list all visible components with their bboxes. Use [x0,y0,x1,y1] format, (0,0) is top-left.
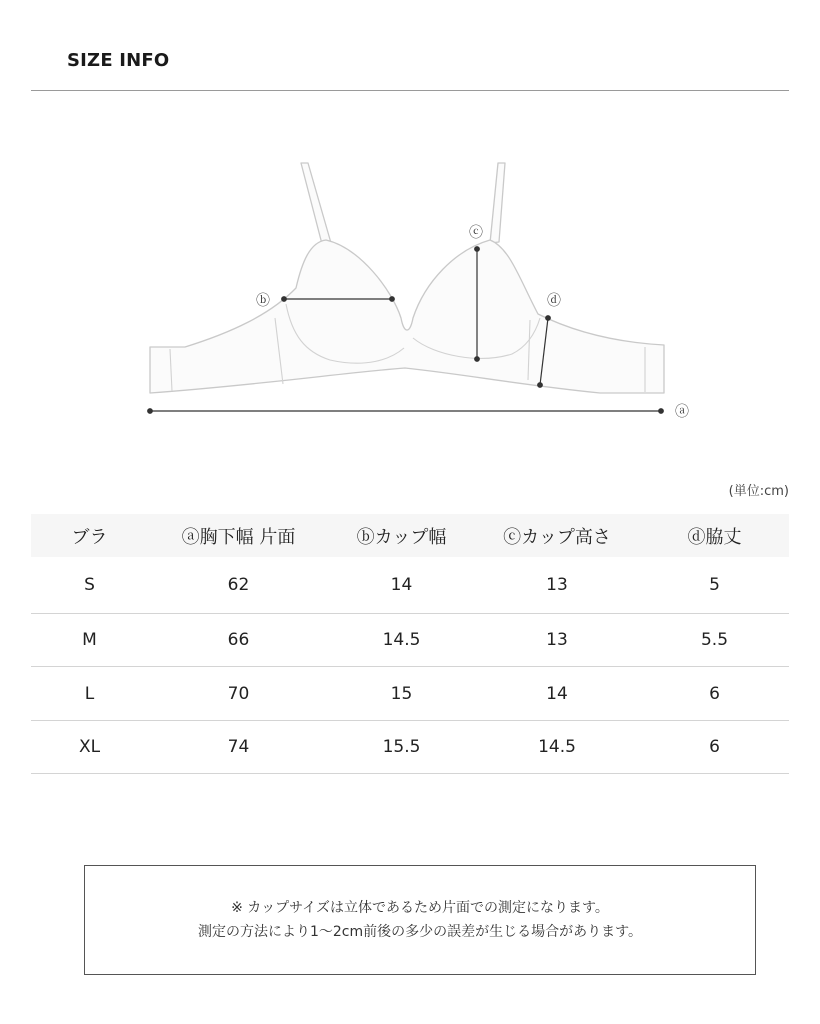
cell-size: XL [31,721,148,774]
cell-side-height: 5.5 [640,614,789,667]
table-row [31,721,789,774]
cell-cup-width: 14.5 [329,614,474,667]
measurement-note-box [84,865,756,975]
measure-point [538,383,543,388]
measure-point [546,316,551,321]
unit-note: (単位:cm) [728,484,789,499]
cell-size: L [31,667,148,721]
cell-cup-width: 15.5 [329,721,474,774]
cell-side-height: 6 [640,667,789,721]
cell-cup-height: 14.5 [474,721,640,774]
cell-under-bust: 66 [148,614,329,667]
label-b: ⓑ [256,293,270,309]
title-divider [31,90,789,91]
cell-cup-height: 13 [474,557,640,614]
header-cup-width: ⓑカップ幅 [329,514,474,557]
cell-side-height: 6 [640,721,789,774]
measure-point [659,409,664,414]
label-d: ⓓ [547,293,561,309]
cell-under-bust: 62 [148,557,329,614]
cell-cup-width: 14 [329,557,474,614]
left-strap [301,163,331,244]
label-c: ⓒ [469,225,483,241]
cell-cup-height: 14 [474,667,640,721]
cell-cup-height: 13 [474,614,640,667]
cell-size: M [31,614,148,667]
measure-point [148,409,153,414]
measure-point [475,357,480,362]
header-side-height: ⓓ脇丈 [640,514,789,557]
measure-point [282,297,287,302]
cell-side-height: 5 [640,557,789,614]
cell-cup-width: 15 [329,667,474,721]
note-line-2: 測定の方法により1〜2cm前後の多少の誤差が生じる場合があります。 [197,924,643,940]
header-under-bust: ⓐ胸下幅 片面 [148,514,329,557]
header-bra: ブラ [31,514,148,557]
size-table [31,514,789,774]
bra-body [150,240,664,393]
cell-under-bust: 74 [148,721,329,774]
table-row [31,667,789,721]
bra-measurement-diagram [0,150,820,430]
cell-under-bust: 70 [148,667,329,721]
table-header-row [31,514,789,557]
cell-size: S [31,557,148,614]
table-row [31,557,789,614]
measure-point [390,297,395,302]
header-cup-height: ⓒカップ高さ [474,514,640,557]
label-a: ⓐ [675,404,689,420]
measure-point [475,247,480,252]
page-title: SIZE INFO [67,50,170,71]
note-line-1: ※ カップサイズは立体であるため片面での測定になります。 [231,900,609,916]
table-row [31,614,789,667]
right-strap [490,163,505,243]
